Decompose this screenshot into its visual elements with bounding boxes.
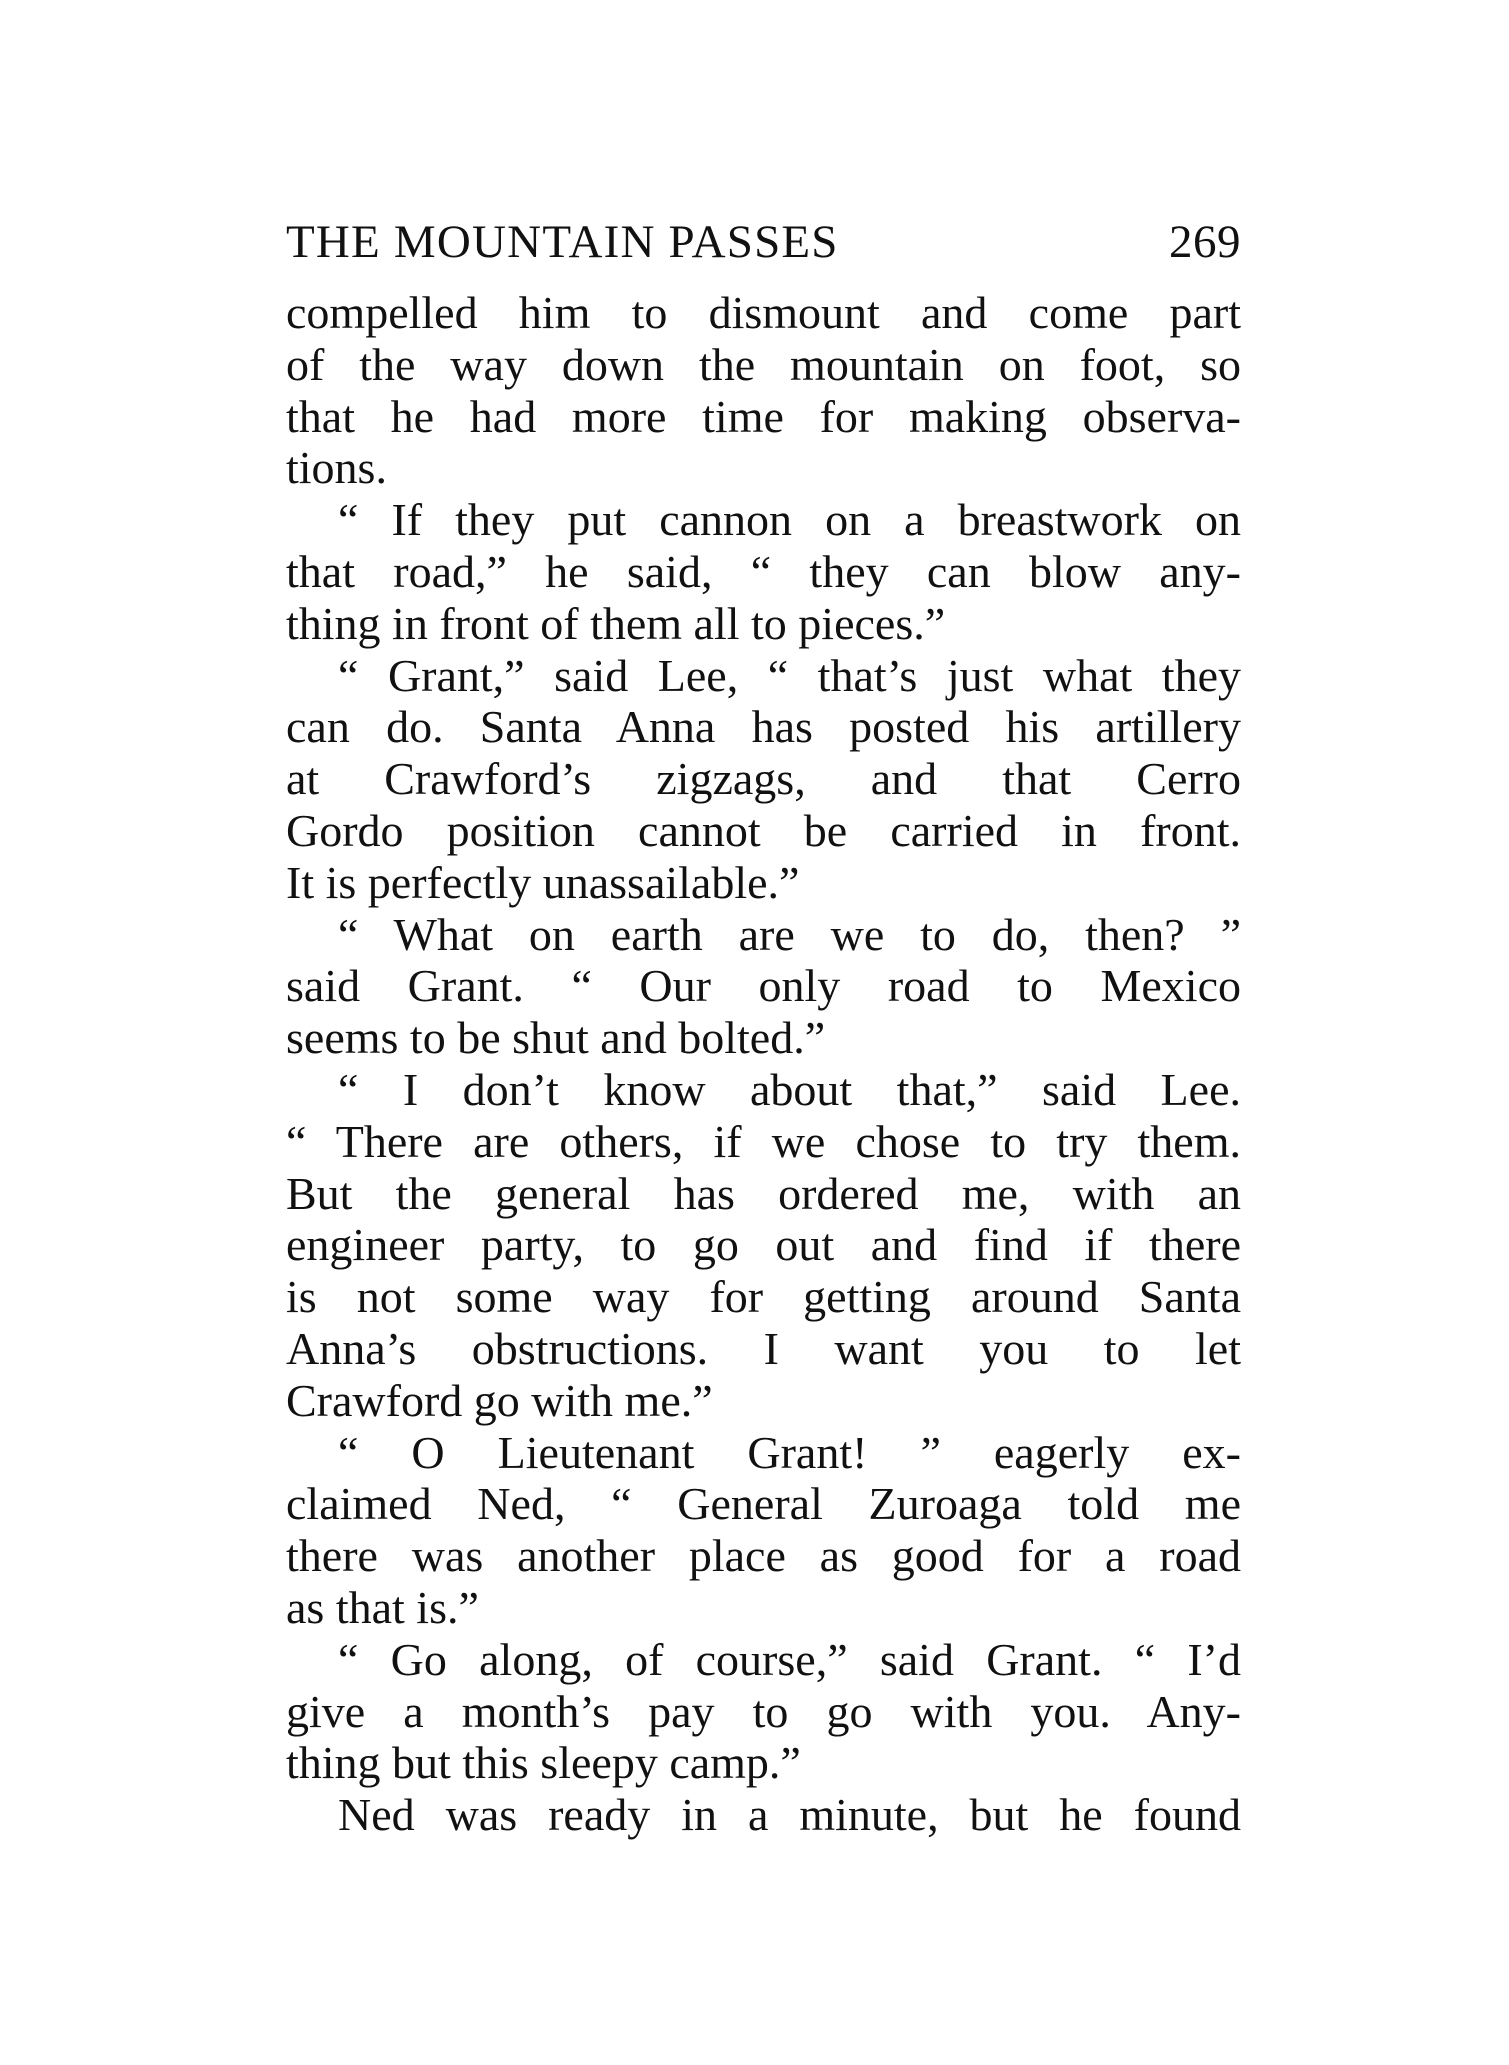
text-line: compelled him to dismount and come part — [286, 287, 1241, 338]
text-line: of the way down the mountain on foot, so — [286, 338, 1241, 390]
text-line: that road,” he said, “ they can blow any- — [286, 545, 1241, 597]
text-line: at Crawford’s zigzags, and that Cerro — [286, 753, 1241, 805]
text-line: can do. Santa Anna has posted his artillery — [286, 701, 1241, 753]
running-header — [286, 212, 1241, 287]
text-line: “ What on earth are we to do, then? ” — [338, 908, 1241, 960]
text-line: Ned was ready in a minute, but he found — [338, 1789, 1241, 1841]
text-line: “ Go along, of course,” said Grant. “ I’d — [338, 1633, 1241, 1685]
text-line: It is perfectly unassailable.” — [286, 856, 800, 908]
text-line: that he had more time for making observa- — [286, 390, 1241, 442]
running-title: THE MOUNTAIN PASSES — [286, 216, 839, 268]
text-line: Anna’s obstructions. I want you to let — [286, 1322, 1241, 1374]
text-line: thing but this sleepy camp.” — [286, 1737, 801, 1789]
text-line: Gordo position cannot be carried in front. — [286, 804, 1241, 856]
book-page — [286, 212, 1241, 1841]
text-line: said Grant. “ Our only road to Mexico — [286, 960, 1241, 1012]
text-line: Crawford go with me.” — [286, 1374, 713, 1426]
text-line: “ If they put cannon on a breastwork on — [338, 494, 1241, 546]
text-line: there was another place as good for a road — [286, 1530, 1241, 1582]
text-line: as that is.” — [286, 1581, 479, 1633]
text-line: “ There are others, if we chose to try them. — [286, 1115, 1241, 1167]
text-line: “ I don’t know about that,” said Lee. — [338, 1063, 1241, 1115]
text-line: thing in front of them all to pieces.” — [286, 597, 946, 649]
text-line: tions. — [286, 442, 387, 494]
page-number: 269 — [1169, 216, 1241, 268]
text-line: give a month’s pay to go with you. Any- — [286, 1685, 1241, 1737]
text-line: seems to be shut and bolted.” — [286, 1012, 826, 1064]
body-text — [286, 287, 1241, 1841]
text-line: “ Grant,” said Lee, “ that’s just what they — [338, 649, 1241, 701]
text-line: “ O Lieutenant Grant! ” eagerly ex- — [338, 1426, 1241, 1478]
text-line: is not some way for getting around Santa — [286, 1271, 1241, 1323]
text-line: claimed Ned, “ General Zuroaga told me — [286, 1478, 1241, 1530]
text-line: engineer party, to go out and find if there — [286, 1219, 1241, 1271]
text-line: But the general has ordered me, with an — [286, 1167, 1241, 1219]
